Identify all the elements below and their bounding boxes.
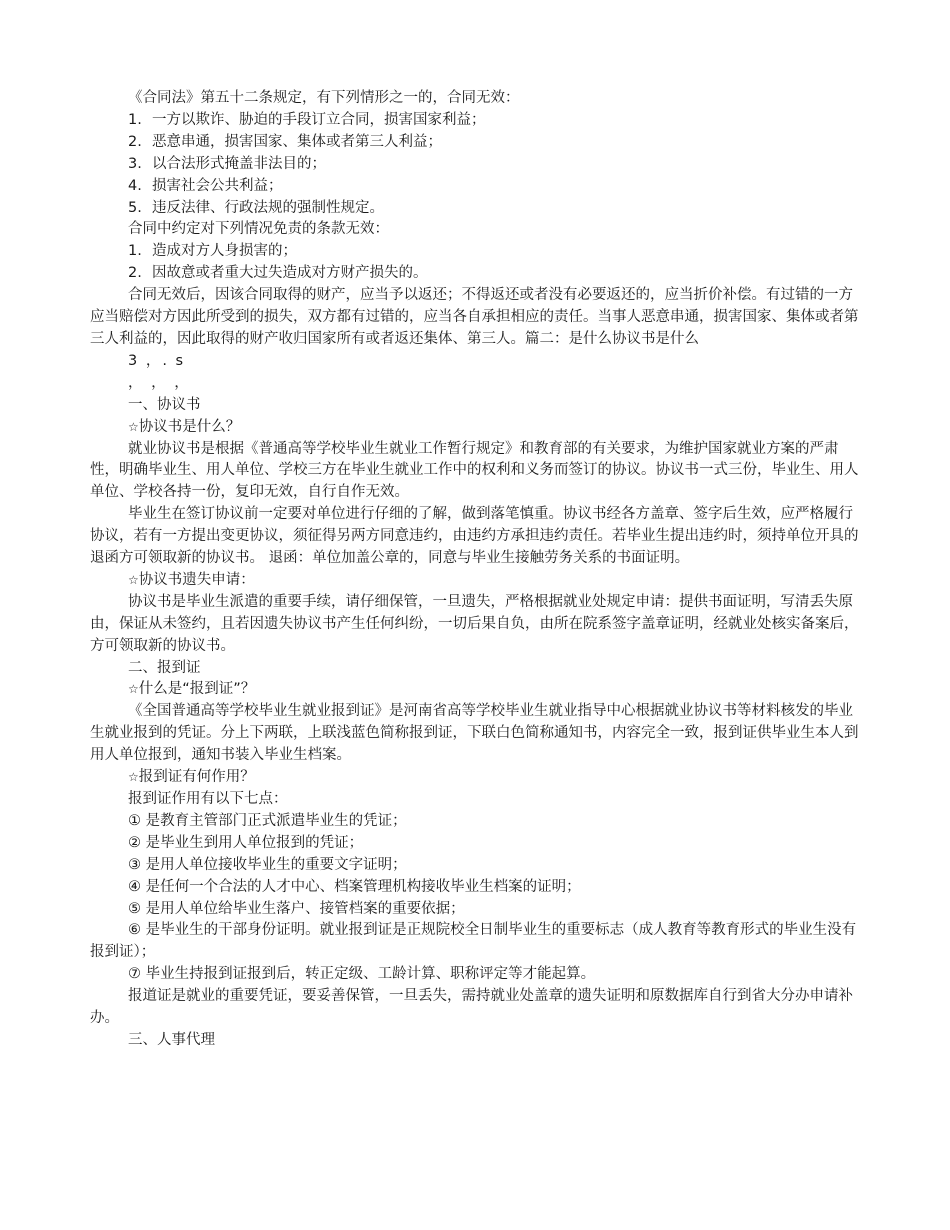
section-heading-hr-agency: 三、人事代理	[128, 1031, 215, 1048]
list-number: 1.	[128, 111, 142, 128]
list-text: 损害社会公共利益；	[152, 177, 283, 194]
question-heading	[90, 679, 860, 701]
list-text: 违反法律、行政法规的强制性规定。	[152, 199, 384, 216]
list-item: ④ 是任何一个合法的人才中心、档案管理机构接收毕业生档案的证明；	[128, 878, 581, 895]
section-heading-report: 二、报到证	[128, 659, 201, 676]
stray-characters: ， ， ，	[128, 374, 191, 391]
list-item	[90, 110, 860, 132]
invalid-list	[90, 110, 860, 220]
list-text: 一方以欺诈、胁迫的手段订立合同，损害国家利益；	[152, 111, 486, 128]
list-item: ⑥ 是毕业生的干部身份证明。就业报到证是正规院校全日制毕业生的重要标志（成人教育等教育形式的毕业生没有报到证）；	[90, 922, 857, 961]
list-item: ① 是教育主管部门正式派遣毕业生的凭证；	[128, 812, 407, 829]
list-item	[90, 241, 860, 263]
list-text: 恶意串通，损害国家、集体或者第三人利益；	[152, 133, 442, 150]
paragraph-consequence: 合同无效后，因该合同取得的财产，应当予以返还；不得返还或者没有必要返还的，应当折价补偿。有过错的一方应当赔偿对方因此所受到的损失，双方都有过错的，应当各自承担相应的责任。当事人恶意串通，损害国家、集体或者第三人利益的，因此取得的财产收归国家所有或者返还集体、第三人。篇二：是什么协议书是什么	[90, 287, 859, 347]
list-item: ⑤ 是用人单位给毕业生落户、接管档案的重要依据；	[128, 900, 465, 917]
list-text: 造成对方人身损害的；	[152, 243, 297, 260]
list-item	[90, 198, 860, 220]
question-text: 报到证有何作用？	[138, 769, 255, 786]
star-icon: ☆	[128, 682, 139, 697]
list-item	[90, 263, 860, 285]
list-text: 因故意或者重大过失造成对方财产损失的。	[152, 265, 428, 282]
list-number: 1.	[128, 243, 142, 260]
paragraph-report-1: 《全国普通高等学校毕业生就业报到证》是河南省高等学校毕业生就业指导中心根据就业协议书等材料核发的毕业生就业报到的凭证。分上下两联，上联浅蓝色简称报到证，下联白色简称通知书，内容完全一致，报到证供毕业生本人到用人单位报到，通知书装入毕业生档案。	[90, 703, 859, 764]
paragraph-agreement-3: 协议书是毕业生派遣的重要手续，请仔细保管，一旦遗失，严格根据就业处规定申请：提供书面证明，写清丢失原由，保证从未签约，且若因遗失协议书产生任何纠纷，一切后果自负，由所在院系签字盖章证明，经就业处核实备案后，方可领取新的协议书。	[90, 593, 859, 654]
exempt-intro: 合同中约定对下列情况免责的条款无效：	[128, 221, 389, 238]
list-number: 4.	[128, 177, 142, 194]
list-number: 2.	[128, 133, 142, 150]
question-text: 什么是“报到证”？	[138, 681, 256, 698]
star-icon: ☆	[128, 572, 139, 587]
question-text: 协议书遗失申请：	[138, 571, 255, 588]
list-number: 2.	[128, 265, 142, 282]
list-item	[90, 132, 860, 154]
list-item: ② 是毕业生到用人单位报到的凭证；	[128, 834, 364, 851]
stray-characters: 3 ，. s	[128, 352, 186, 369]
list-text: 以合法形式掩盖非法目的；	[152, 155, 326, 172]
list-item: ③ 是用人单位接收毕业生的重要文字证明；	[128, 856, 407, 873]
uses-intro: 报到证作用有以下七点：	[128, 791, 288, 807]
paragraph-report-2: 报道证是就业的重要凭证，要妥善保管，一旦丢失，需持就业处盖章的遗失证明和原数据库自行到省大分办申请补办。	[90, 988, 853, 1027]
star-icon: ☆	[128, 419, 139, 434]
paragraph-agreement-1: 就业协议书是根据《普通高等学校毕业生就业工作暂行规定》和教育部的有关要求，为维护国家就业方案的严肃性，明确毕业生、用人单位、学校三方在毕业生就业工作中的权利和义务而签订的协议。协议书一式三份，毕业生、用人单位、学校各持一份，复印无效，自行自作无效。	[90, 440, 859, 501]
section-heading-agreement: 一、协议书	[128, 396, 201, 413]
list-item: ⑦ 毕业生持报到证报到后，转正定级、工龄计算、职称评定等才能起算。	[128, 966, 596, 983]
uses-list	[90, 811, 860, 986]
question-heading	[90, 417, 860, 439]
question-heading	[90, 767, 860, 789]
document-page	[90, 88, 860, 1052]
star-icon: ☆	[128, 770, 139, 785]
intro-text: 《合同法》第五十二条规定，有下列情形之一的，合同无效：	[128, 90, 520, 106]
list-number: 3.	[128, 155, 142, 172]
question-text: 协议书是什么？	[138, 418, 241, 435]
question-heading	[90, 570, 860, 592]
paragraph-agreement-2: 毕业生在签订协议前一定要对单位进行仔细的了解，做到落笔慎重。协议书经各方盖章、签字后生效，应严格履行协议，若有一方提出变更协议，须征得另两方同意违约，由违约方承担违约责任。若毕业生提出违约时，须持单位开具的退函方可领取新的协议书。 退函：单位加盖公章的，同意与毕业生接触劳务关系的书面证明。	[90, 506, 859, 567]
exempt-list	[90, 241, 860, 285]
list-number: 5.	[128, 199, 142, 216]
list-item	[90, 176, 860, 198]
list-item	[90, 154, 860, 176]
